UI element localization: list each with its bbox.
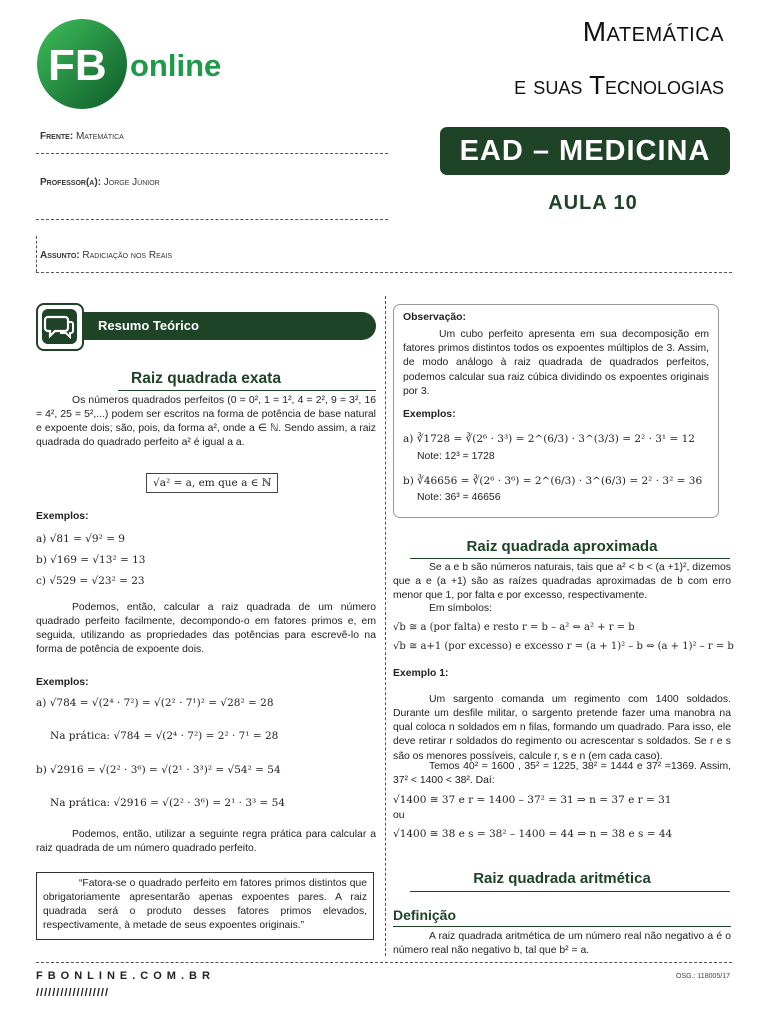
title-line1: Matemática xyxy=(582,16,724,47)
exemplo1-r: √1400 ≅ 37 e r = 1400 – 37² = 31 ⇒ n = 37 e r = 31 xyxy=(393,794,672,806)
heading-definicao: Definição xyxy=(393,907,457,923)
meta-assunto: Assunto: Radiciação nos Reais xyxy=(40,250,173,261)
footer-slashes: ////////////////// xyxy=(36,987,110,999)
meta-frente: Frente: Matemática xyxy=(40,131,124,142)
example2-a: a) √784 = √(2⁴ · 7²) = √(2² · 7¹)² = √28² = 28 xyxy=(36,697,274,709)
obs-example-a: a) ∛1728 = ∛(2⁶ · 3³) = 2^(6/3) · 3^(3/3) = 2² · 3¹ = 12 xyxy=(403,432,695,445)
paragraph-exata: Os números quadrados perfeitos (0 = 0², 1 = 1², 4 = 2², 9 = 3², 16 = 4², 25 = 5²,...) podem ser escritos na forma de potência de base natural e expoente dois; são, pois, da forma a², onde a ∈ ℕ. Sendo assim, a raiz quadrada do quadrado perfeito a² é igual a a. xyxy=(36,395,376,449)
meta-professor: Professor(a): Jorge Júnior xyxy=(40,177,160,188)
example2-a-pratica: Na prática: √784 = √(2⁴ · 7²) = 2² · 7¹ = 28 xyxy=(50,730,279,742)
example2-b: b) √2916 = √(2² · 3⁶) = √(2¹ · 3³)² = √54² = 54 xyxy=(36,764,281,776)
em-simbolos: Em símbolos: xyxy=(429,603,492,614)
example2-b-pratica: Na prática: √2916 = √(2² · 3⁶) = 2¹ · 3³ = 54 xyxy=(50,797,286,809)
observation-box xyxy=(393,304,719,518)
exemplo1-s: √1400 ≅ 38 e s = 38² – 1400 = 44 ⇒ n = 38 e s = 44 xyxy=(393,828,673,840)
paragraph-decompose: Podemos, então, calcular a raiz quadrada de um número quadrado perfeito facilmente, decompondo-o em fatores primos e, em seguida, utilizando as propriedades das potências para escrevê-lo na forma de potência de expoente dois. xyxy=(36,602,376,656)
obs-text: Um cubo perfeito apresenta em sua decomposição em fatores primos distintos todos os expoentes múltiplos de 3. Assim, de modo análogo à raiz quadrada de quadrados perfeitos, podemos calcular sua raiz cúbica dividindo os expoentes originais por 3. xyxy=(403,329,709,397)
obs-example-a-note: Note: 12³ = 1728 xyxy=(417,451,495,463)
title-line2: e suas Tecnologias xyxy=(514,70,724,100)
chat-icon xyxy=(36,303,84,351)
footer-site: FBONLINE.COM.BR xyxy=(36,970,215,982)
heading-raiz-exata: Raiz quadrada exata xyxy=(131,370,281,387)
fb-online-logo xyxy=(36,18,226,110)
symbol-line-2: √b ≅ a+1 (por excesso) e excesso r = (a + 1)² – b ⇔ (a + 1)² – r = b xyxy=(393,641,734,652)
examples-label-1: Exemplos: xyxy=(36,511,89,522)
resumo-teorico-banner: Resumo Teórico xyxy=(36,312,376,340)
exemplo1-text: Um sargento comanda um regimento com 1400 soldados. Durante um desfile militar, o sargento pretende fazer uma manobra na qual coloca n soldados em n filas, formando um quadrado. Para isso, ele deve retirar r soldados do regimento ou acrescentar s soldados. Se r e s são os menores possíveis, calcule r, s e n (em cada caso). xyxy=(393,694,731,762)
boxed-formula: √a² = a, em que a ∈ ℕ xyxy=(146,473,278,493)
example-c: c) √529 = √23² = 23 xyxy=(36,575,145,587)
heading-raiz-aproximada: Raiz quadrada aproximada xyxy=(466,538,658,555)
obs-example-b-note: Note: 36³ = 46656 xyxy=(417,491,501,503)
exemplo1-ou: ou xyxy=(393,810,405,821)
course-banner: EAD – MEDICINA xyxy=(440,127,730,175)
paragraph-definicao: A raiz quadrada aritmética de um número real não negativo a é o número real não negativo b, tal que b² = a. xyxy=(393,931,731,957)
exemplo1-label: Exemplo 1: xyxy=(393,668,449,679)
obs-example-b: b) ∛46656 = ∛(2⁶ · 3⁶) = 2^(6/3) · 3^(6/3) = 2² · 3² = 36 xyxy=(403,475,703,488)
lesson-number: AULA 10 xyxy=(548,192,638,214)
exemplo1-temos: Temos 40² = 1600 , 35² = 1225, 38² = 1444 e 37² =1369. Assim, 37² < 1400 < 38². Daí: xyxy=(393,761,731,787)
logo-text: online xyxy=(130,48,222,83)
obs-examples-label: Exemplos: xyxy=(403,408,456,420)
rule-quote-box: “Fatora-se o quadrado perfeito em fatores primos distintos que obrigatoriamente apresentarão apenas expoentes pares. A raiz quadrada será o produto desses fatores primos elevados, respectivamente, à metade de seus expoentes originais.” xyxy=(36,872,374,940)
osg-code: OSG.: 118005/17 xyxy=(676,973,730,980)
logo-mark: FB xyxy=(48,41,107,90)
paragraph-aproximada: Se a e b são números naturais, tais que a² < b < (a +1)², dizemos que a e (a +1) são as raízes quadradas aproximadas de b com erro menor que 1, por falta e por excesso, respectivamente. xyxy=(393,562,731,602)
examples-label-2: Exemplos: xyxy=(36,677,89,688)
obs-title: Observação: xyxy=(403,312,466,323)
example-b: b) √169 = √13² = 13 xyxy=(36,554,146,566)
paragraph-regra: Podemos, então, utilizar a seguinte regra prática para calcular a raiz quadrada de um número quadrado perfeito. xyxy=(36,829,376,855)
symbol-line-1: √b ≅ a (por falta) e resto r = b – a² ⇔ a² + r = b xyxy=(393,622,635,633)
example-a: a) √81 = √9² = 9 xyxy=(36,533,125,545)
heading-raiz-aritmetica: Raiz quadrada aritmética xyxy=(473,870,651,887)
